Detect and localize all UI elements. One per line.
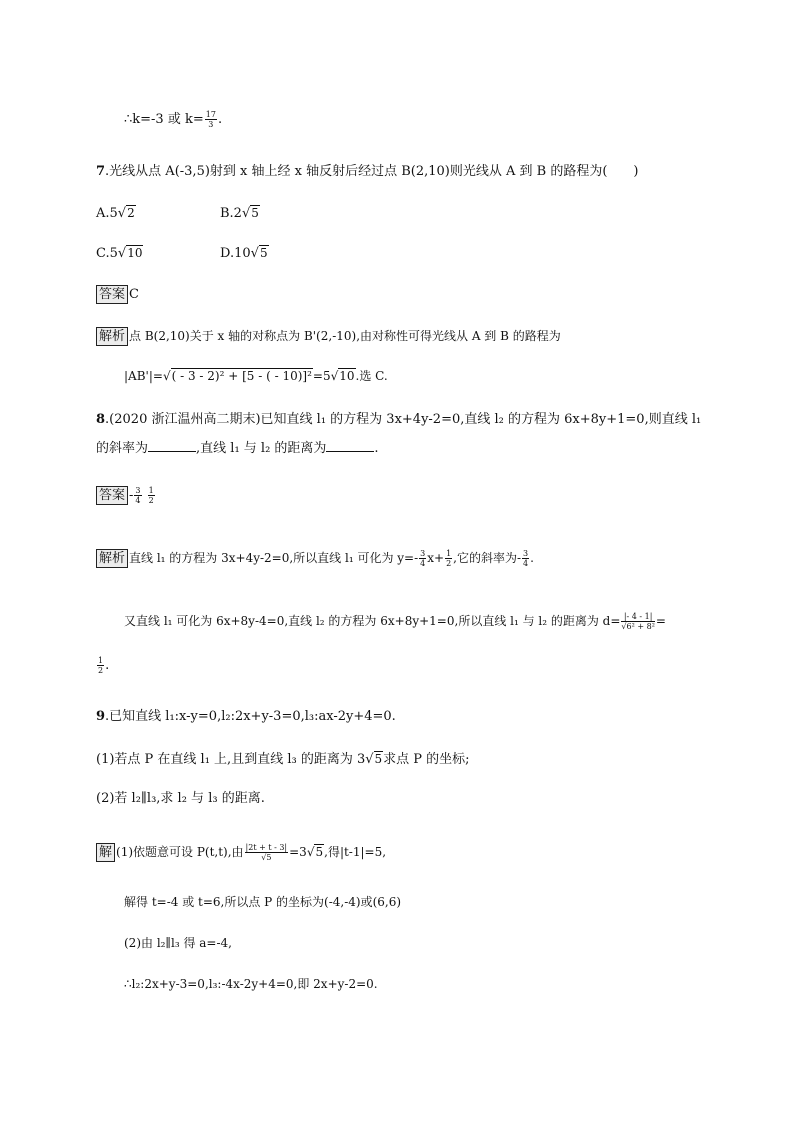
- q9-solution-1: [96, 843, 386, 862]
- fraction: [522, 549, 529, 568]
- solution-text: ∴l₂:2x+y-3=0,l₃:-4x-2y+4=0,即 2x+y-2=0.: [124, 977, 378, 991]
- frac-num: 1: [148, 486, 154, 495]
- radicand: 10: [339, 369, 355, 383]
- radicand: 2: [127, 206, 135, 220]
- analysis-text: x+: [427, 551, 445, 565]
- analysis-tag: 解析: [96, 327, 128, 346]
- frac-num: 3: [420, 549, 426, 558]
- frac-den: √5: [261, 853, 272, 862]
- question-number: 8: [96, 412, 106, 427]
- radicand: 10: [127, 246, 143, 260]
- analysis-text: 直线 l₁ 的方程为 3x+4y-2=0,所以直线 l₁ 可化为 y=-: [129, 551, 419, 565]
- frac-num: 3: [523, 549, 529, 558]
- question-text: .光线从点 A(-3,5)射到 x 轴上经 x 轴反射后经过点 B(2,10)则光线从 A 到 B 的路程为( ): [105, 164, 639, 179]
- radicand: 5: [315, 845, 324, 859]
- option-c: [96, 244, 143, 263]
- question-9-part-2: [96, 790, 265, 808]
- question-9-part-1: [96, 750, 470, 769]
- frac-den: 2: [98, 666, 104, 675]
- frac-den: 4: [135, 496, 141, 505]
- fill-blank: [326, 439, 374, 452]
- sqrt: √5: [306, 845, 324, 859]
- q8-analysis-2: [124, 612, 666, 631]
- q9-solution-2: [124, 893, 401, 911]
- solution-text: ,得|t-1|=5,: [324, 845, 387, 859]
- sqrt: √5: [250, 246, 268, 261]
- fraction: [621, 612, 654, 631]
- radicand: ( - 3 - 2)² + [5 - ( - 10)]²: [171, 369, 312, 383]
- formula-end: .选 C.: [355, 369, 388, 383]
- q7-answer: [96, 285, 139, 304]
- option-label: C.5: [96, 246, 118, 261]
- frac-num: |- 4 - 1|: [621, 612, 654, 622]
- sqrt: √10: [330, 369, 355, 383]
- fraction: [245, 843, 289, 862]
- frac-num: 1: [98, 656, 104, 665]
- question-text: (1)若点 P 在直线 l₁ 上,且到直线 l₃ 的距离为 3: [96, 752, 366, 767]
- frac-num: 17: [205, 110, 216, 119]
- solution-text: 解得 t=-4 或 t=6,所以点 P 的坐标为(-4,-4)或(6,6): [124, 895, 402, 909]
- fraction: [419, 549, 426, 568]
- frac-num: |2t + t - 3|: [245, 843, 288, 852]
- q8-analysis-3: [96, 656, 109, 675]
- question-7: [96, 163, 639, 181]
- answer-tag: 答案: [96, 285, 128, 304]
- question-8-cont: [96, 439, 379, 458]
- sqrt: √5: [365, 752, 383, 767]
- fraction: [148, 486, 155, 505]
- analysis-text: ,它的斜率为-: [453, 551, 522, 565]
- option-label: D.10: [220, 246, 251, 261]
- solution-text: (1)依题意可设 P(t,t),由: [116, 845, 244, 859]
- prev-answer-text: ∴k=-3 或 k=: [124, 112, 204, 127]
- answer-tag: 答案: [96, 486, 128, 505]
- q8-answer: [96, 486, 156, 505]
- prev-answer-line: [124, 110, 222, 129]
- analysis-text: 点 B(2,10)关于 x 轴的对称点为 B'(2,-10),由对称性可得光线从 A 到 B 的路程为: [129, 329, 561, 343]
- option-label: A.5: [96, 206, 118, 221]
- frac-den: 2: [148, 496, 154, 505]
- q7-formula: [124, 367, 388, 385]
- q7-analysis: [96, 327, 561, 346]
- question-number: 7: [96, 164, 106, 179]
- answer-sign: -: [129, 488, 134, 503]
- analysis-text: 又直线 l₁ 可化为 6x+8y-4=0,直线 l₂ 的方程为 6x+8y+1=0,所以直线 l₁ 与 l₂ 的距离为 d=: [124, 614, 621, 628]
- sqrt: √( - 3 - 2)² + [5 - ( - 10)]²: [162, 369, 312, 383]
- analysis-text: =: [655, 614, 666, 628]
- frac-den: 3: [208, 120, 214, 129]
- frac-num: 1: [446, 549, 452, 558]
- question-text: .: [374, 441, 379, 456]
- question-number: 9: [96, 709, 106, 724]
- q9-solution-3: [124, 934, 232, 952]
- q8-analysis-1: [96, 549, 534, 568]
- q9-solution-4: [124, 975, 378, 993]
- question-9: [96, 708, 396, 726]
- option-d: [220, 244, 269, 263]
- fraction: [445, 549, 452, 568]
- formula-mid: =5: [312, 369, 331, 383]
- radicand: 5: [259, 246, 268, 260]
- question-8: [96, 411, 701, 429]
- question-text: 的斜率为: [96, 441, 149, 456]
- solution-text: =3: [289, 845, 307, 859]
- question-text: ,直线 l₁ 与 l₂ 的距离为: [196, 441, 327, 456]
- frac-num: 3: [135, 486, 141, 495]
- frac-den: √6² + 8²: [621, 622, 655, 631]
- prev-answer-end: .: [217, 112, 223, 127]
- sqrt: √5: [241, 206, 259, 221]
- radicand: 5: [374, 752, 383, 766]
- question-text: (2)若 l₂∥l₃,求 l₂ 与 l₃ 的距离.: [96, 791, 265, 806]
- frac-den: 2: [446, 559, 452, 568]
- fraction: [97, 656, 104, 675]
- option-a: [96, 204, 136, 223]
- fill-blank: [148, 439, 196, 452]
- fraction: [205, 110, 217, 129]
- question-text: 求点 P 的坐标;: [383, 752, 470, 767]
- sqrt: √10: [117, 246, 143, 261]
- frac-den: 4: [523, 559, 529, 568]
- option-b: [220, 204, 260, 223]
- analysis-tag: 解析: [96, 549, 128, 568]
- radicand: 5: [251, 206, 259, 220]
- sqrt: √2: [117, 206, 135, 221]
- answer-value: C: [129, 287, 139, 302]
- question-text: .已知直线 l₁:x-y=0,l₂:2x+y-3=0,l₃:ax-2y+4=0.: [105, 709, 396, 724]
- analysis-text: .: [530, 551, 534, 565]
- fraction: [134, 486, 141, 505]
- frac-den: 4: [420, 559, 426, 568]
- analysis-text: .: [105, 658, 110, 673]
- solution-text: (2)由 l₂∥l₃ 得 a=-4,: [124, 936, 232, 950]
- solution-tag: 解: [96, 843, 115, 862]
- formula-left: |AB'|=: [124, 369, 163, 383]
- option-label: B.2: [220, 206, 242, 221]
- question-text: .(2020 浙江温州高二期末)已知直线 l₁ 的方程为 3x+4y-2=0,直线 l₂ 的方程为 6x+8y+1=0,则直线 l₁: [105, 412, 702, 427]
